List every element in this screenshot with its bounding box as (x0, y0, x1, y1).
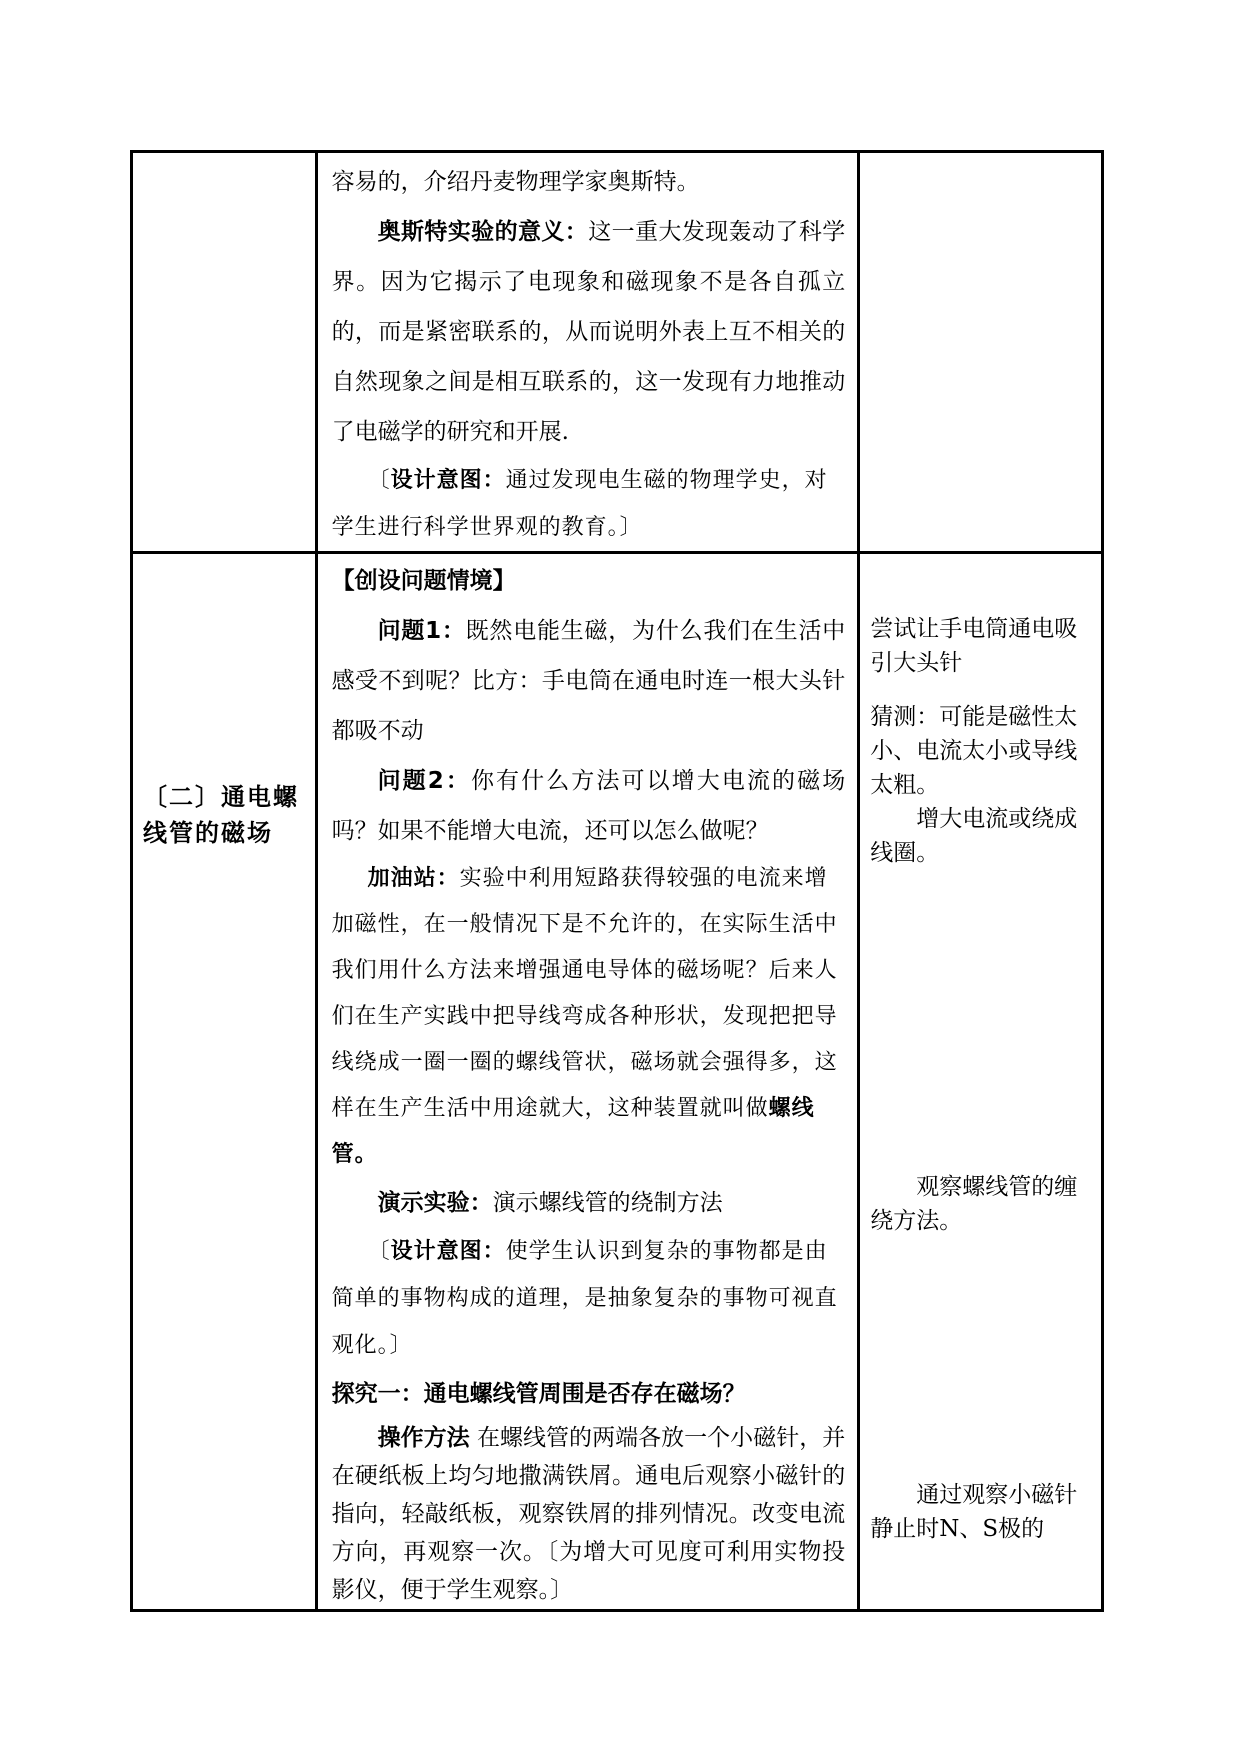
question-1-text: 既然电能生磁，为什么我们在生活中感受不到呢？比方：手电筒在通电时连一根大头针都吸不动 (331, 618, 846, 744)
section-title: 〔二〕通电螺线管的磁场 (143, 783, 299, 847)
question-2 (332, 756, 846, 856)
design-bracket: 〔 (367, 468, 391, 493)
refuel-text: 实验中利用短路获得较强的电流来增加磁性，在一般情况下是不允许的，在实际生活中我们用什么方法来增强通电导体的磁场呢？后来人们在生产实践中把导线弯成各种形状，发现把把导线绕成一圈一圈的螺线管状，磁场就会强得多，这样在生产生活中用途就大，这种装置就叫做 (331, 866, 838, 1121)
table-row (132, 553, 1103, 1611)
demo-label: 演示实验： (377, 1190, 493, 1216)
operation-method (332, 1419, 846, 1609)
solenoid-term: 螺线管。 (331, 1096, 815, 1167)
refuel-station (332, 856, 846, 1178)
student-activity-cell (859, 152, 1103, 553)
student-activity-cell (859, 553, 1103, 1611)
design-text: 使学生认识到复杂的事物都是由简单的事物构成的道理，是抽象复杂的事物可视直观化。〕 (331, 1239, 838, 1358)
scenario-heading (332, 556, 846, 606)
design-label: 设计意图： (390, 1239, 506, 1264)
significance-label: 奥斯特实验的意义： (377, 219, 589, 245)
question-1 (332, 606, 846, 756)
refuel-label: 加油站： (367, 866, 460, 891)
table-row (132, 152, 1103, 553)
student-note-2: 猜测：可能是磁性太小、电流太小或导线太粗。 (870, 704, 1078, 798)
method-text: 在螺线管的两端各放一个小磁针，并在硬纸板上均匀地撒满铁屑。通电后观察小磁针的指向，轻敲纸板，观察铁屑的排列情况。改变电流方向，再观察一次。〔为增大可见度可利用实物投影仪，便于学生观察。〕 (331, 1425, 846, 1603)
design-label: 设计意图： (390, 468, 506, 493)
stage-cell (132, 152, 317, 553)
explore-title-text: 探究一：通电螺线管周围是否存在磁场？ (331, 1381, 746, 1407)
design-intent (332, 457, 846, 551)
paragraph-intro: 容易的，介绍丹麦物理学家奥斯特。 (331, 169, 700, 195)
question-2-text: 你有什么方法可以增大电流的磁场吗？如果不能增大电流，还可以怎么做呢？ (331, 768, 846, 844)
question-2-label: 问题2： (377, 768, 471, 794)
teacher-activity-cell (316, 553, 859, 1611)
paragraph-significance (332, 207, 846, 457)
lesson-table (130, 150, 1104, 1612)
design-text: 通过发现电生磁的物理学史，对学生进行科学世界观的教育。〕 (331, 468, 828, 540)
demo-experiment (332, 1178, 846, 1228)
student-note-1: 尝试让手电筒通电吸引大头针 (870, 616, 1078, 676)
scenario-heading-text: 【创设问题情境】 (331, 568, 516, 594)
significance-text: 这一重大发现轰动了科学界。因为它揭示了电现象和磁现象不是各自孤立的，而是紧密联系的，从而说明外表上互不相关的自然现象之间是相互联系的，这一发现有力地推动了电磁学的研究和开展. (331, 219, 846, 445)
design-intent-2 (332, 1228, 846, 1369)
method-label: 操作方法 (377, 1425, 470, 1451)
explore-title (332, 1369, 846, 1419)
student-note-3: 增大电流或绕成线圈。 (870, 806, 1078, 866)
demo-text: 演示螺线管的绕制方法 (492, 1190, 723, 1216)
student-note-4: 观察螺线管的缠绕方法。 (870, 1174, 1078, 1234)
design-bracket: 〔 (367, 1239, 391, 1264)
teacher-activity-cell (316, 152, 859, 553)
stage-cell (132, 553, 317, 1611)
question-1-label: 问题1： (377, 618, 466, 644)
student-note-5: 通过观察小磁针静止时N、S极的 (870, 1482, 1078, 1542)
